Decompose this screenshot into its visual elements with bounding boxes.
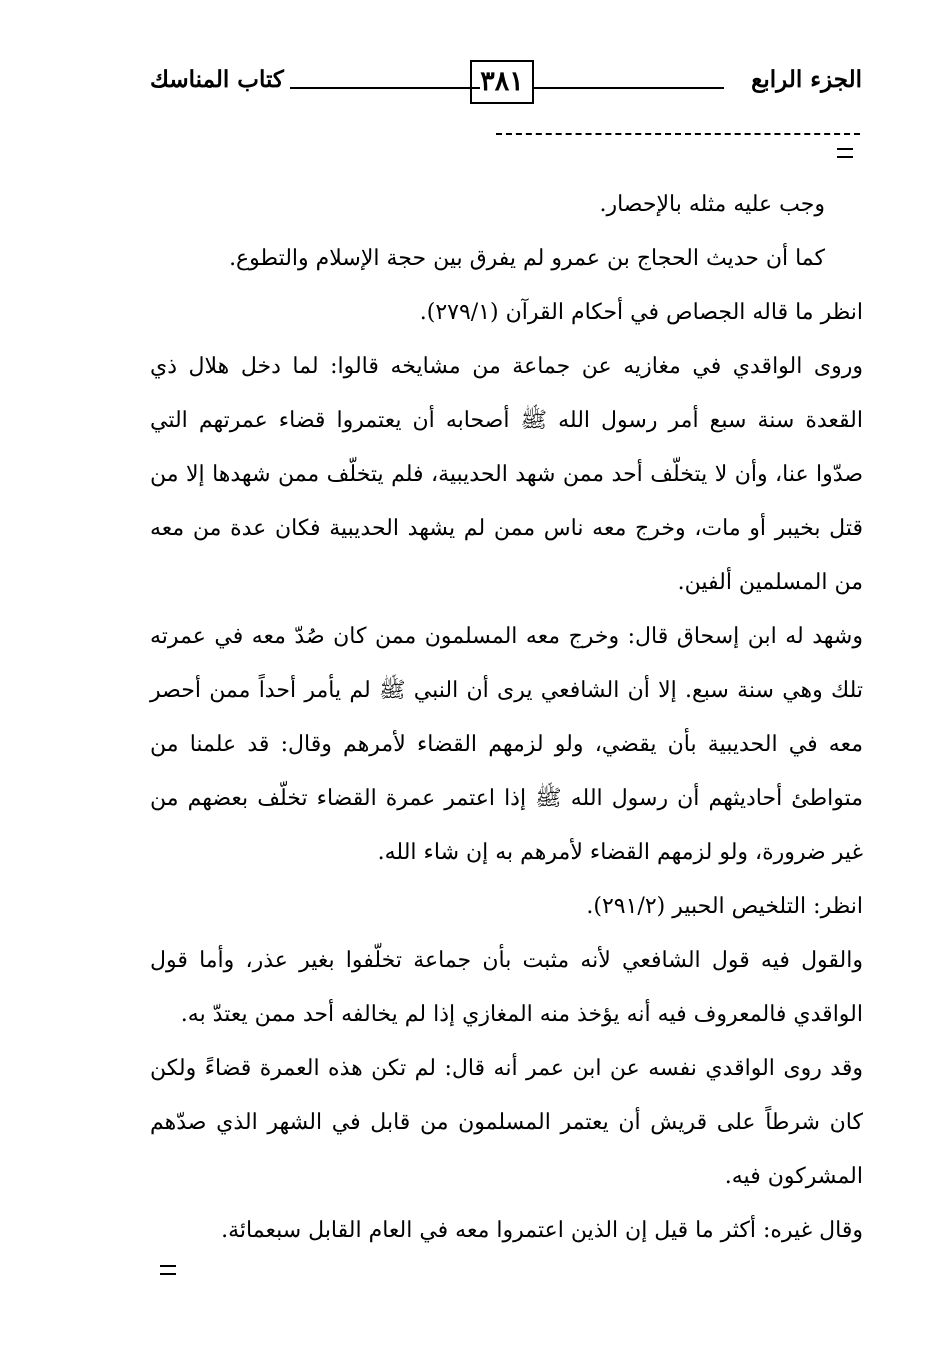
paragraph: وقد روى الواقدي نفسه عن ابن عمر أنه قال: لم تكن هذه العمرة قضاءً ولكن كان شرطاً على قريش أن يعتمر المسلمون من قابل في الشهر الذي صدّهم المشركون فيه.: [150, 1056, 863, 1189]
paragraph: وجب عليه مثله بالإحصار.: [599, 192, 825, 217]
paragraph: والقول فيه قول الشافعي لأنه مثبت بأن جماعة تخلّفوا بغير عذر، وأما قول الواقدي فالمعروف فيه أنه يؤخذ منه المغازي إذا لم يخالفه أحد ممن يعتدّ به.: [150, 948, 863, 1027]
volume-title: الجزء الرابع: [751, 66, 862, 93]
paragraph: انظر ما قاله الجصاص في أحكام القرآن (٢٧٩/١).: [419, 300, 863, 325]
header-rule-right: [534, 87, 724, 89]
page-number: ٣٨١: [470, 60, 534, 104]
paragraph: وشهد له ابن إسحاق قال: وخرج معه المسلمون ممن كان صُدّ معه في عمرته تلك وهي سنة سبع. إلا أن الشافعي يرى أن النبي ﷺ لم يأمر أحداً ممن أحصر معه في الحديبية بأن يقضي، ولو لزمهم القضاء لأمرهم وقال: قد علمنا من متواطئ أحاديثهم أن رسول الله ﷺ إذا اعتمر عمرة القضاء تخلّف بعضهم من غير ضرورة، ولو لزمهم القضاء لأمرهم به إن شاء الله.: [150, 624, 863, 865]
paragraph: كما أن حديث الحجاج بن عمرو لم يفرق بين حجة الإسلام والتطوع.: [229, 246, 825, 271]
page-header: [150, 60, 862, 110]
double-rule-mark-top: [837, 148, 853, 158]
paragraph: وروى الواقدي في مغازيه عن جماعة من مشايخه قالوا: لما دخل هلال ذي القعدة سنة سبع أمر رسول الله ﷺ أصحابه أن يعتمروا قضاء عمرتهم التي صدّوا عنا، وأن لا يتخلّف أحد ممن شهد الحديبية، فلم يتخلّف ممن شهدها إلا من قتل بخيبر أو مات، وخرج معه ناس ممن لم يشهد الحديبية فكان عدة من معه من المسلمين ألفين.: [150, 354, 863, 595]
body-text: [150, 178, 863, 1258]
footnote-separator: [496, 133, 860, 135]
header-rule-left: [290, 87, 480, 89]
double-rule-mark-bottom: [160, 1265, 176, 1275]
paragraph: انظر: التلخيص الحبير (٢٩١/٢).: [586, 894, 863, 919]
paragraph: وقال غيره: أكثر ما قيل إن الذين اعتمروا معه في العام القابل سبعمائة.: [221, 1218, 863, 1243]
book-title: كتاب المناسك: [150, 66, 284, 93]
